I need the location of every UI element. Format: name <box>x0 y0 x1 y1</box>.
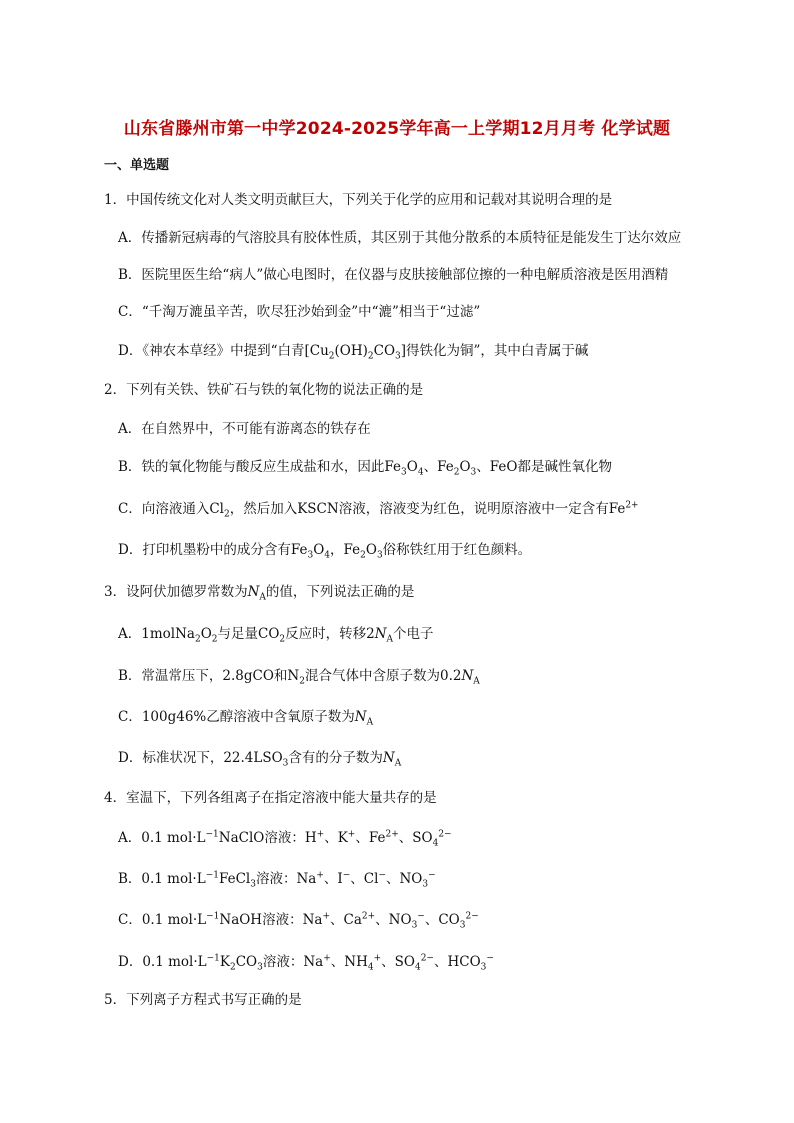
question-5-stem: 5．下列离子方程式书写正确的是 <box>104 992 302 1008</box>
question-2-option-d: D．打印机墨粉中的成分含有$Fe_3O_4$，$Fe_2O_3$俗称铁红用于红色颜料。 <box>118 542 532 561</box>
question-3-stem: 3．设阿伏加德罗常数为$N_A$的值，下列说法正确的是 <box>104 584 415 603</box>
question-3-option-b: B．常温常压下，2.8gCO和$N_2$混合气体中含原子数为$0.2N_A$ <box>118 668 480 687</box>
question-4-option-d: D．0.1 $mol\cdot L^{-1}K_2CO_3$溶液：Na+、$NH_4^+$、$SO_4^{2-}$、$HCO_3^-$ <box>118 953 494 973</box>
question-1-option-c: C．“千淘万漉虽辛苦，吹尽狂沙始到金”中“漉”相当于“过滤” <box>118 304 481 320</box>
question-1-option-a: A．传播新冠病毒的气溶胶具有胶体性质，其区别于其他分散系的本质特征是能发生丁达尔效应 <box>118 230 682 246</box>
question-4-option-b: B．0.1 $mol\cdot L^{-1}FeCl_3$溶液：Na+、I−、Cl−、$NO_3^-$ <box>118 870 436 890</box>
question-3-option-c: C．100g46%乙醇溶液中含氧原子数为$N_A$ <box>118 709 374 728</box>
question-4-option-c: C．0.1 $mol\cdot L^{-1}NaOH$溶液：Na+、$Ca^{2+}$、$NO_3^-$、$CO_3^{2-}$ <box>118 911 479 931</box>
question-2-option-b: B．铁的氧化物能与酸反应生成盐和水，因此$Fe_3O_4$、$Fe_2O_3$、FeO都是碱性氧化物 <box>118 459 612 478</box>
question-2-option-c: C．向溶液通入$Cl_2$，然后加入KSCN溶液，溶液变为红色，说明原溶液中一定含有$Fe^{2+}$ <box>118 500 639 520</box>
question-1-option-b: B．医院里医生给“病人”做心电图时，在仪器与皮肤接触部位擦的一种电解质溶液是医用酒精 <box>118 267 669 283</box>
question-2-option-a: A．在自然界中，不可能有游离态的铁存在 <box>118 421 371 437</box>
question-1-option-d: D．《神农本草经》中提到“白青$[Cu_2(OH)_2CO_3]$得铁化为铜”，其中白青属于碱 <box>118 343 589 362</box>
document-title: 山东省滕州市第一中学2024-2025学年高一上学期12月月考 化学试题 <box>123 119 671 139</box>
question-4-stem: 4．室温下，下列各组离子在指定溶液中能大量共存的是 <box>104 790 437 806</box>
question-4-option-a: A．0.1 $mol\cdot L^{-1}NaClO$溶液：H+、K+、$Fe^{2+}$、$SO_4^{2-}$ <box>118 829 452 849</box>
question-3-option-a: A．$1molNa_2O_2$与足量$CO_2$反应时，转移$2N_A$个电子 <box>118 626 434 645</box>
question-1-stem: 1．中国传统文化对人类文明贡献巨大，下列关于化学的应用和记载对其说明合理的是 <box>104 192 613 208</box>
question-2-stem: 2．下列有关铁、铁矿石与铁的氧化物的说法正确的是 <box>104 382 424 398</box>
question-3-option-d: D．标准状况下，$22.4LSO_3$含有的分子数为$N_A$ <box>118 750 402 769</box>
section-heading: 一、单选题 <box>104 158 170 173</box>
